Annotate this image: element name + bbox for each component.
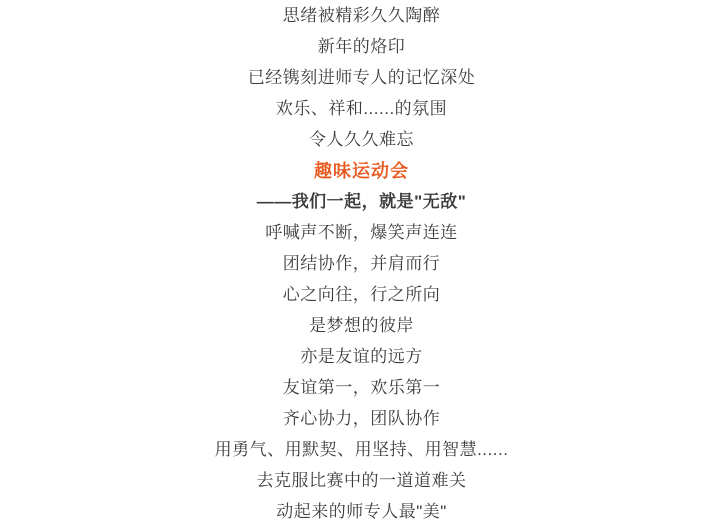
poem-line: 亦是友谊的远方 [300,347,423,366]
poem-line: 新年的烙印 [317,37,406,56]
poem-line: 欢乐、祥和......的氛围 [275,99,448,118]
poem-line: 是梦想的彼岸 [309,316,414,335]
poem-line: 思绪被精彩久久陶醉 [282,6,441,25]
poem-line: 去克服比赛中的一道道难关 [256,471,467,490]
poem-line: 心之向往，行之所向 [282,285,441,304]
section-sports-meet [0,155,723,527]
poem-line: 友谊第一，欢乐第一 [282,378,441,397]
section-heading: 趣味运动会 [314,161,409,181]
poem-line: 齐心协力，团队协作 [282,409,441,428]
poem-line: 团结协作，并肩而行 [282,254,441,273]
section-subheading: ——我们一起，就是"无敌" [256,192,467,211]
poem-line: 用勇气、用默契、用坚持、用智慧...... [214,440,509,459]
stanza-one [0,0,723,155]
poem-line: 呼喊声不断，爆笑声连连 [265,223,458,242]
poem-line: 已经镌刻进师专人的记忆深处 [247,68,476,87]
poem-line: 令人久久难忘 [309,130,414,149]
poem-line: 动起来的师专人最"美" [276,502,447,521]
